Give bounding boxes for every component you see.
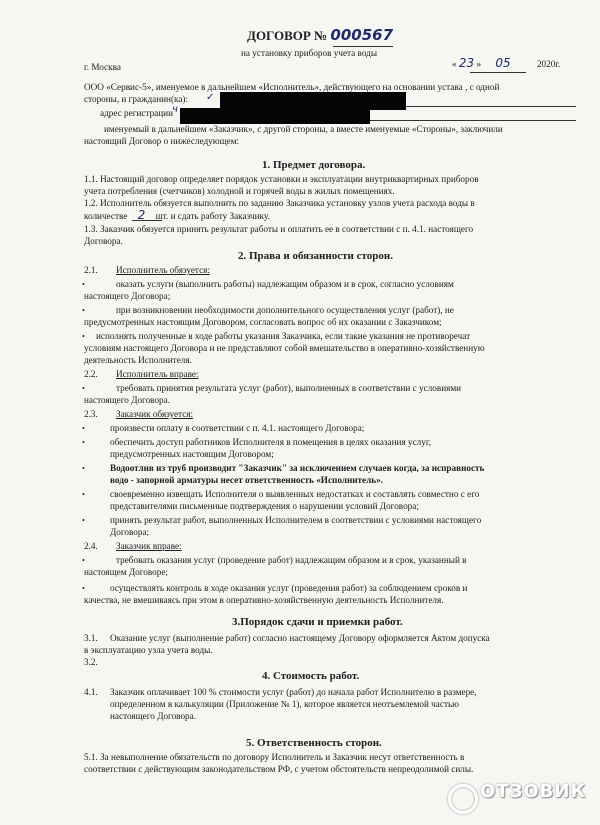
section-2-heading: 2. Права и обязанности сторон.: [238, 250, 393, 262]
clause-3-1-number: 3.1.: [84, 633, 98, 643]
intro-line-1: ООО «Сервис-5», именуемое в дальнейшем «Исполнитель», действующего на основании устава , с одной: [84, 82, 500, 92]
bullet: •: [82, 490, 85, 499]
date-day: 23: [458, 56, 475, 70]
address-line: [370, 120, 576, 121]
quantity-underline: [132, 220, 162, 221]
b1-line-1: оказать услуги (выполнить работы) надлежащим образом и в срок, согласно условиям: [116, 279, 454, 289]
b4-line-1: требовать принятия результата услуг (работ), выполненных в соответствии с условиями: [116, 383, 462, 393]
intro-line-5: настоящий Договор о нижеследующем:: [84, 136, 240, 146]
address-tick: ч: [172, 104, 178, 115]
bullet: •: [82, 424, 85, 433]
clause-2-4-title: Заказчик вправе:: [116, 541, 182, 551]
b9-line-1: принять результат работ, выполненных Исполнителем в соответствии с условиями настоящего: [110, 515, 482, 525]
date-month: 05: [495, 56, 511, 70]
quantity-suffix: шт. и сдать работу Заказчику.: [155, 211, 270, 221]
date-underline: [470, 72, 526, 73]
p1-1-line-1: 1.1. Настоящий договор определяет порядок установки и эксплуатации внутриквартирных приборов: [84, 174, 479, 184]
section-4-heading: 4. Стоимость работ.: [262, 670, 360, 682]
clause-3-2-number: 3.2.: [84, 657, 98, 667]
b9-line-2: Договора;: [110, 527, 150, 537]
b11-line-2: качества, не вмешиваясь при этом в оперативно-хозяйственную деятельность Исполнителя.: [84, 595, 444, 605]
b11-line-1: осуществлять контроль в ходе оказания услуг (проведения работ) за соблюдением сроков и: [110, 583, 468, 593]
bullet: •: [82, 556, 85, 565]
bullet: •: [82, 464, 85, 473]
section-3-heading: 3.Порядок сдачи и приемки работ.: [232, 616, 403, 628]
b3-line-1: исполнять полученные в ходе работы указания Заказчика, если такие указания не противоречат: [96, 331, 471, 341]
check-mark: ✓: [206, 92, 215, 103]
date-quote-open: «: [452, 59, 457, 69]
clause-2-4-number: 2.4.: [84, 541, 98, 551]
b3-line-3: деятельность Исполнителя.: [84, 355, 192, 365]
b10-line-2: настоящем Договоре;: [84, 567, 168, 577]
section-5-heading: 5. Ответственность сторон.: [246, 737, 382, 749]
section-1-heading: 1. Предмет договора.: [262, 159, 366, 171]
p1-3-line-1: 1.3. Заказчик обязуется принять результат работы и оплатить ее в соответствии с п. 4.1. настоящего: [84, 224, 474, 234]
p1-3-line-2: Договора.: [84, 236, 123, 246]
number-underline: [333, 46, 393, 47]
b5: произвести оплату в соответствии с п. 4.1. настоящего Договора;: [110, 423, 365, 433]
clause-4-1-number: 4.1.: [84, 687, 98, 697]
clause-2-3-number: 2.3.: [84, 409, 98, 419]
clause-2-3-title: Заказчик обязуется:: [116, 409, 194, 419]
b7-line-2: водо - запорной арматуры несет ответственность «Исполнитель».: [110, 475, 384, 485]
p3-1-line-2: в эксплуатацию узла учета воды.: [84, 645, 213, 655]
b6-line-2: предусмотренных настоящим Договором;: [110, 449, 274, 459]
intro-line-4: именуемый в дальнейшем «Заказчик», с другой стороны, а вместе именуемые «Стороны», заключили: [104, 124, 503, 134]
date-quote-close: »: [476, 59, 482, 69]
bullet: •: [82, 516, 85, 525]
b4-line-2: настоящего Договора.: [84, 395, 171, 405]
redacted-address: [180, 108, 370, 124]
bullet: •: [82, 438, 85, 447]
intro-line-2: стороны, и гражданин(ка):: [84, 94, 189, 104]
city: г. Москва: [84, 62, 121, 72]
bullet: •: [82, 332, 85, 341]
name-line: [406, 106, 576, 107]
bullet: •: [82, 584, 85, 593]
date-year: 2020г.: [536, 59, 561, 69]
p5-1-line-2: соответствии с действующим законодательством РФ, с учетом обстоятельств непреодолимой силы.: [84, 764, 474, 774]
p1-2-line-1: 1.2. Исполнитель обязуется выполнить по заданию Заказчика установку узлов учета расхода воды в: [84, 198, 475, 208]
p4-1-line-2: определенном в калькуляции (Приложение № 1), которое является неотъемлемой частью: [110, 699, 460, 709]
watermark-logo-icon: [448, 784, 478, 814]
quantity-value: 2: [137, 208, 146, 222]
b8-line-2: представителями письменные подтверждения о нарушении условий Договора;: [110, 501, 419, 511]
b1-line-2: настоящего Договора;: [84, 291, 171, 301]
contract-subtitle: на установку приборов учета воды: [241, 48, 378, 58]
watermark-text: ОТЗОВИК: [480, 781, 587, 802]
b7-line-1: Водоотлив из труб производит "Заказчик" за исключением случаев когда, за исправность: [110, 463, 485, 473]
p4-1-line-1: Заказчик оплачивает 100 % стоимости услуг (работ) до начала работ Исполнителю в размере,: [110, 687, 477, 697]
b10-line-1: требовать оказания услуг (проведение работ) надлежащим образом и в срок, указанный в: [116, 555, 467, 565]
b2-line-2: предусмотренных настоящим Договором, согласовать вопрос об их оказании с Заказчиком;: [84, 317, 442, 327]
clause-2-2-title: Исполнитель вправе:: [116, 369, 199, 379]
p3-1-line-1: Оказание услуг (выполнение работ) согласно настоящему Договору оформляется Актом допуска: [110, 633, 490, 643]
p4-1-line-3: настоящего Договора.: [110, 711, 197, 721]
clause-2-1-number: 2.1.: [84, 265, 98, 275]
b6-line-1: обеспечить доступ работников Исполнителя в помещения в целях оказания услуг,: [110, 437, 431, 447]
contract-title: [247, 26, 394, 44]
contract-date: [452, 58, 560, 70]
quantity-label: количестве: [84, 211, 128, 221]
contract-number: 000567: [330, 26, 394, 44]
bullet: •: [82, 384, 85, 393]
intro-line-3: адрес регистрации: [100, 108, 174, 118]
p5-1-line-1: 5.1. За невыполнение обязательств по договору Исполнитель и Заказчик несут ответственность в: [84, 752, 465, 762]
title-prefix: ДОГОВОР №: [247, 28, 328, 43]
b3-line-2: условиям настоящего Договора и не представляют собой вмешательство в оперативно-хозяйственную: [84, 343, 485, 353]
clause-2-1-title: Исполнитель обязуется:: [116, 265, 210, 275]
bullet: •: [82, 280, 85, 289]
p1-1-line-2: учета потребления (счетчиков) холодной и горячей воды в жилых помещениях.: [84, 186, 395, 196]
clause-2-2-number: 2.2.: [84, 369, 98, 379]
p1-2-line-2: [84, 210, 270, 222]
b8-line-1: своевременно извещать Исполнителя о выявленных недостатках и составлять совместно с его: [110, 489, 480, 499]
bullet: •: [82, 306, 85, 315]
b2-line-1: при возникновении необходимости дополнительного осуществления услуг (работ), не: [116, 305, 454, 315]
